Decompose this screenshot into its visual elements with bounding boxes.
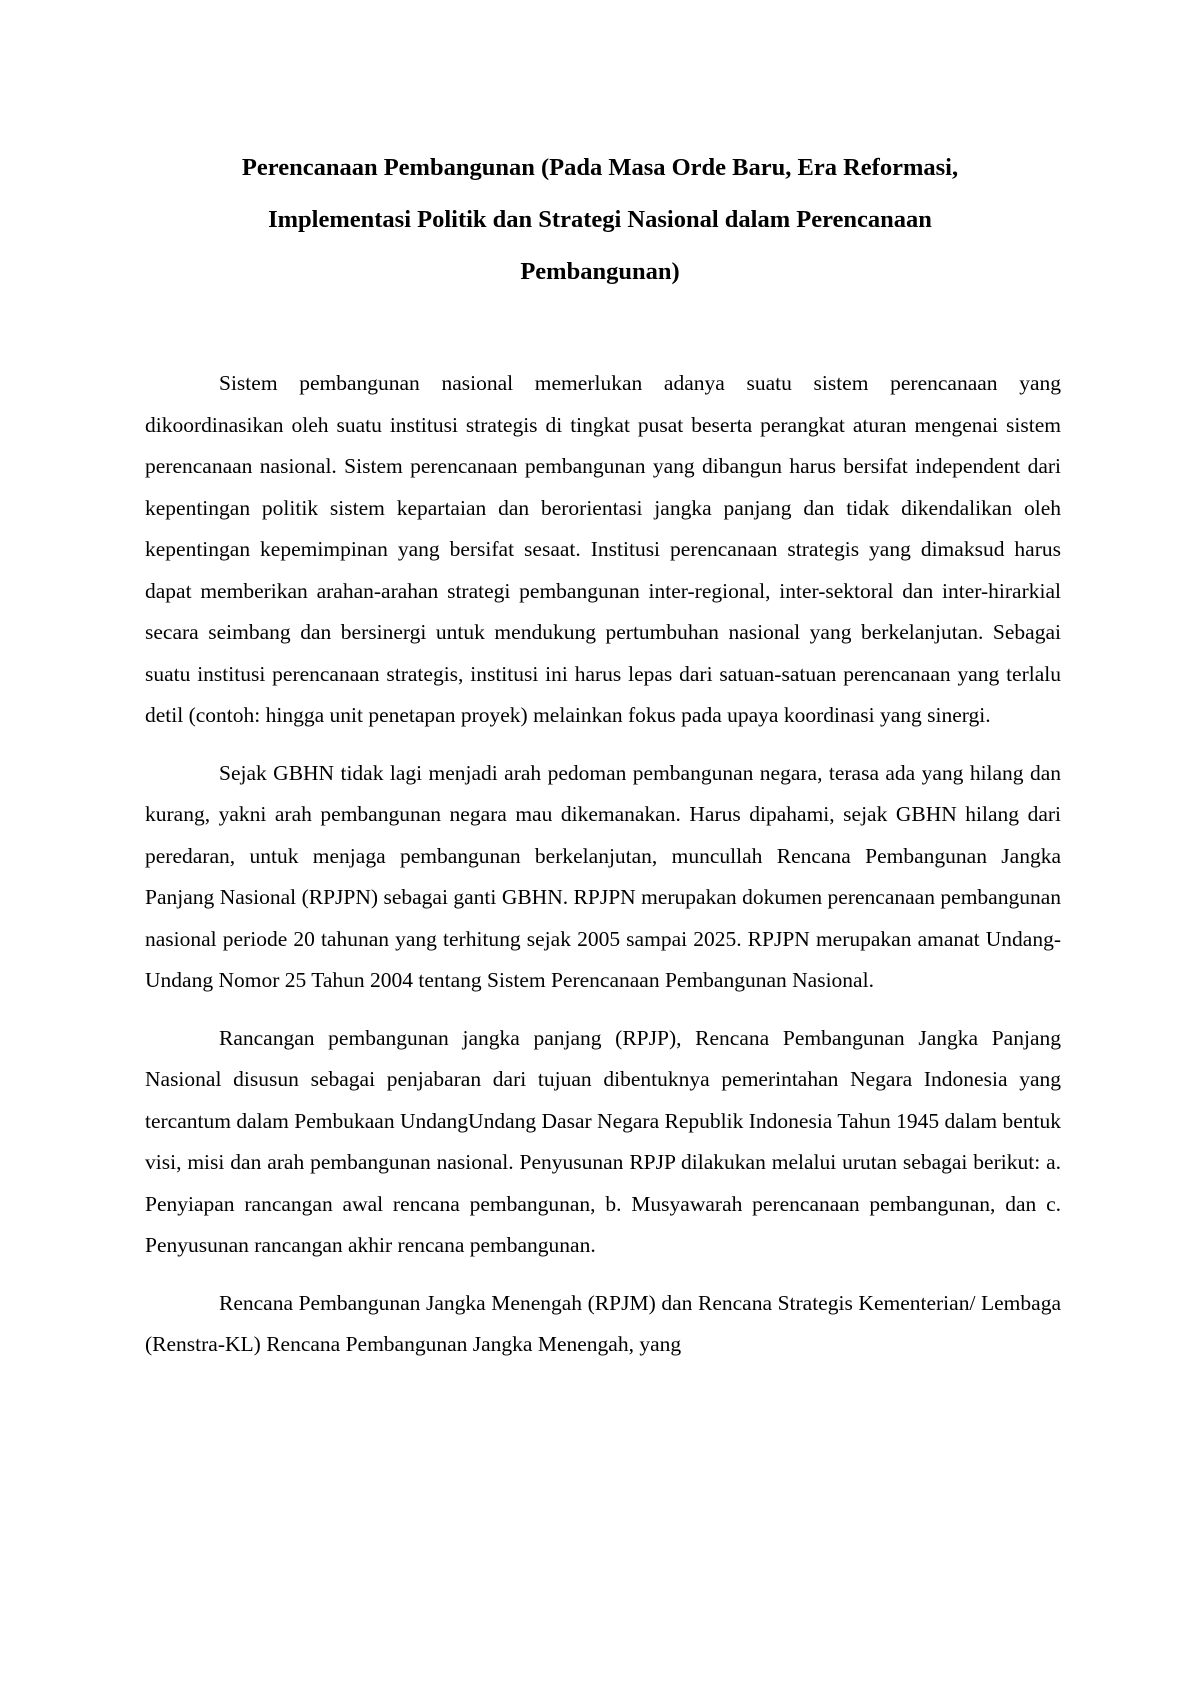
paragraph: Rencana Pembangunan Jangka Menengah (RPJM) dan Rencana Strategis Kementerian/ Lembaga (Renstra-KL) Rencana Pembangunan Jangka Menengah, yang — [145, 1290, 1061, 1356]
title-line: Pembangunan) — [520, 258, 680, 285]
paragraph: Sistem pembangunan nasional memerlukan adanya suatu sistem perencanaan yang dikoordinasikan oleh suatu institusi strategis di tingkat pusat beserta perangkat aturan mengenai sistem perencanaan nasional. Sistem perencanaan pembangunan yang dibangun harus bersifat independent dari kepentingan politik sistem kepartaian dan berorientasi jangka panjang dan tidak dikendalikan oleh kepentingan kepemimpinan yang bersifat sesaat. Institusi perencanaan strategis yang dimaksud harus dapat memberikan arahan-arahan strategi pembangunan inter-regional, inter-sektoral dan inter-hirarkial secara seimbang dan bersinergi untuk mendukung pertumbuhan nasional yang berkelanjutan. Sebagai suatu institusi perencanaan strategis, institusi ini harus lepas dari satuan-satuan perencanaan yang terlalu detil (contoh: hingga unit penetapan proyek) melainkan fokus pada upaya koordinasi yang sinergi. — [145, 371, 1061, 727]
paragraph: Sejak GBHN tidak lagi menjadi arah pedoman pembangunan negara, terasa ada yang hilang dan kurang, yakni arah pembangunan negara mau dikemanakan. Harus dipahami, sejak GBHN hilang dari peredaran, untuk menjaga pembangunan berkelanjutan, muncullah Rencana Pembangunan Jangka Panjang Nasional (RPJPN) sebagai ganti GBHN. RPJPN merupakan dokumen perencanaan pembangunan nasional periode 20 tahunan yang terhitung sejak 2005 sampai 2025. RPJPN merupakan amanat Undang- Undang Nomor 25 Tahun 2004 tentang Sistem Perencanaan Pembangunan Nasional. — [145, 760, 1061, 992]
document-title — [140, 142, 1060, 298]
title-line: Perencanaan Pembangunan (Pada Masa Orde Baru, Era Reformasi, — [241, 154, 959, 181]
paragraph: Rancangan pembangunan jangka panjang (RPJP), Rencana Pembangunan Jangka Panjang Nasional disusun sebagai penjabaran dari tujuan dibentuknya pemerintahan Negara Indonesia yang tercantum dalam Pembukaan UndangUndang Dasar Negara Republik Indonesia Tahun 1945 dalam bentuk visi, misi dan arah pembangunan nasional. Penyusunan RPJP dilakukan melalui urutan sebagai berikut: a. Penyiapan rancangan awal rencana pembangunan, b. Musyawarah perencanaan pembangunan, dan c. Penyusunan rancangan akhir rencana pembangunan. — [145, 1025, 1061, 1257]
document-body — [145, 363, 1061, 1382]
title-line: Implementasi Politik dan Strategi Nasional dalam Perencanaan — [268, 206, 932, 233]
